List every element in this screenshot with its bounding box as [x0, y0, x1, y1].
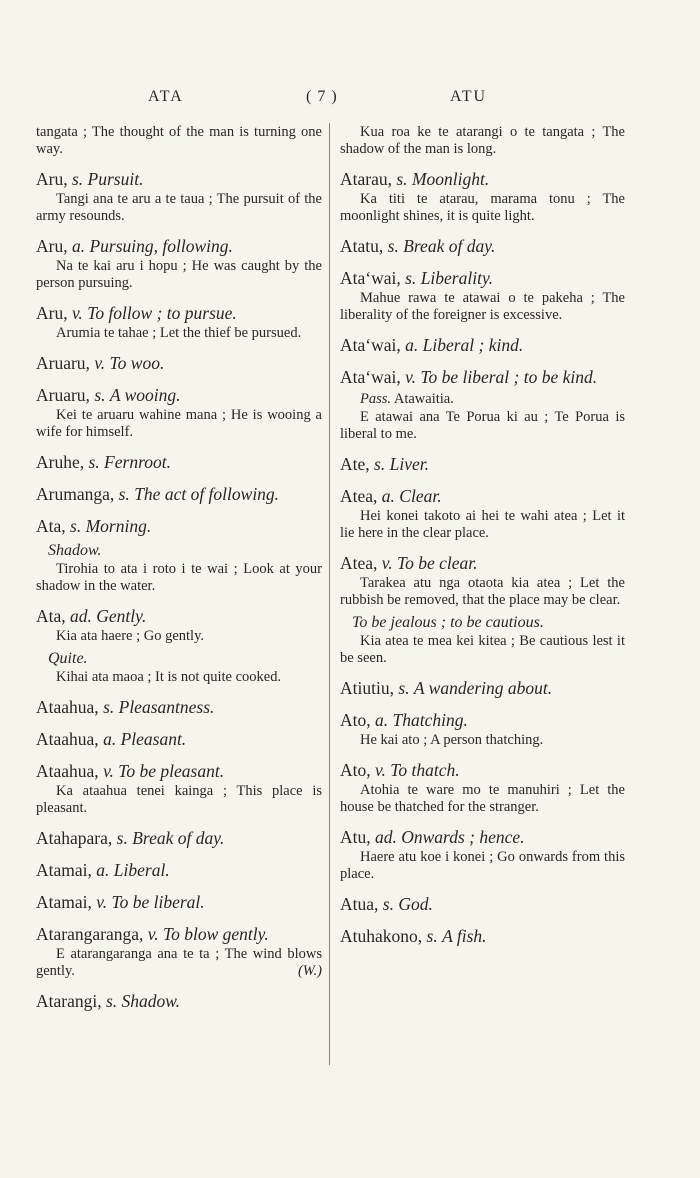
dictionary-entry — [340, 759, 625, 816]
entry-heading — [340, 334, 625, 356]
example-text: Ka titi te atarau, marama tonu ; The moonlight shines, it is quite light. — [340, 191, 625, 224]
continuation-text: tangata ; The thought of the man is turning one way. — [36, 124, 322, 157]
example-text: Haere atu koe i konei ; Go onwards from this place. — [340, 849, 625, 882]
part-of-speech: a. — [103, 729, 117, 749]
headword: Atuhakono, — [340, 926, 423, 946]
example-text: Na te kai aru i hopu ; He was caught by the person pursuing. — [36, 258, 322, 291]
example — [36, 946, 322, 980]
entry-heading — [340, 552, 625, 574]
entry-list — [36, 168, 322, 1012]
headword: Ata‘wai, — [340, 367, 401, 387]
part-of-speech: a. — [71, 236, 86, 256]
example-text: Kia ata haere ; Go gently. — [56, 628, 205, 644]
entry-heading — [340, 453, 625, 475]
entry-list — [340, 168, 625, 947]
passive-form — [340, 390, 625, 408]
continuation-text: Kua roa ke te atarangi o te tangata ; The shadow of the man is long. — [340, 124, 625, 157]
dictionary-entry — [36, 515, 322, 595]
dictionary-entry — [36, 859, 322, 881]
entry-heading — [340, 826, 625, 848]
definition: To blow gently. — [162, 924, 269, 944]
definition: Pleasantness. — [118, 697, 215, 717]
entry-heading — [36, 923, 322, 945]
source-note: (W.) — [297, 963, 322, 979]
definition: The act of following. — [134, 484, 280, 504]
example — [340, 508, 625, 542]
part-of-speech: s. — [70, 516, 82, 536]
part-of-speech: s. — [382, 894, 394, 914]
headword: Atamai, — [36, 892, 92, 912]
part-of-speech: v. — [381, 553, 393, 573]
definition: Break of day. — [403, 236, 496, 256]
example — [340, 732, 625, 749]
definition: Shadow. — [121, 991, 181, 1011]
part-of-speech: v. — [94, 353, 106, 373]
dictionary-entry — [340, 485, 625, 542]
dictionary-entry — [340, 552, 625, 667]
entry-heading — [36, 728, 322, 750]
example: Kia atea te mea kei kitea ; Be cautious lest it be seen. — [340, 633, 625, 666]
dictionary-entry — [340, 366, 625, 443]
example-text: He kai ato ; A person thatching. — [360, 732, 544, 748]
right-column — [340, 124, 625, 957]
headword: Aru, — [36, 169, 68, 189]
left-column — [36, 124, 322, 1022]
entry-heading — [36, 483, 322, 505]
headword: Atamai, — [36, 860, 92, 880]
part-of-speech: s. — [374, 454, 386, 474]
part-of-speech: s. — [426, 926, 438, 946]
dictionary-entry — [36, 235, 322, 292]
part-of-speech: a. — [96, 860, 110, 880]
definition: Liberality. — [420, 268, 494, 288]
entry-heading — [36, 891, 322, 913]
headword: Atatu, — [340, 236, 384, 256]
example — [340, 849, 625, 883]
dictionary-entry — [36, 728, 322, 750]
example-text: Atohia te ware mo te manuhiri ; Let the house be thatched for the stranger. — [340, 782, 625, 815]
definition: To be clear. — [397, 553, 478, 573]
example-text: Arumia te tahae ; Let the thief be pursued. — [56, 325, 302, 341]
definition: Pursuit. — [87, 169, 144, 189]
page-header — [0, 88, 700, 112]
definition: To thatch. — [390, 760, 460, 780]
dictionary-entry — [36, 352, 322, 374]
definition: Break of day. — [132, 828, 225, 848]
definition: God. — [398, 894, 433, 914]
example-text: Tangi ana te aru a te taua ; The pursuit of the army resounds. — [36, 191, 322, 224]
headword: Atea, — [340, 553, 378, 573]
part-of-speech: s. — [71, 169, 84, 189]
example — [340, 290, 625, 324]
entry-heading — [340, 893, 625, 915]
entry-heading — [340, 366, 625, 388]
entry-heading — [340, 759, 625, 781]
entry-heading — [36, 990, 322, 1012]
part-of-speech: a. — [405, 335, 419, 355]
example-text: Hei konei takoto ai hei te wahi atea ; Let it lie here in the clear place. — [340, 508, 625, 541]
definition: A fish. — [442, 926, 487, 946]
definition: Moonlight. — [411, 169, 490, 189]
headword: Ata, — [36, 606, 66, 626]
part-of-speech: s. — [94, 385, 106, 405]
entry-heading — [340, 168, 625, 190]
headword: Atea, — [340, 486, 378, 506]
part-of-speech: s. — [398, 678, 410, 698]
part-of-speech: s. — [396, 169, 408, 189]
part-of-speech: s. — [105, 991, 118, 1011]
dictionary-entry — [36, 827, 322, 849]
example-text: Tarakea atu nga otaota kia atea ; Let the rubbish be removed, that the place may be clear. — [340, 575, 625, 608]
sub-sense: To be jealous ; to be cautious. — [352, 614, 544, 631]
entry-heading — [340, 235, 625, 257]
dictionary-entry — [340, 709, 625, 749]
dictionary-entry — [36, 760, 322, 817]
example — [340, 409, 625, 443]
headword: Aruaru, — [36, 353, 90, 373]
headword: Atahapara, — [36, 828, 113, 848]
dictionary-entry — [36, 891, 322, 913]
headword: Ata‘wai, — [340, 335, 401, 355]
entry-heading — [36, 696, 322, 718]
definition: A wooing. — [109, 385, 181, 405]
example — [340, 575, 625, 609]
dictionary-entry — [340, 925, 625, 947]
definition: Liver. — [389, 454, 429, 474]
dictionary-entry — [340, 235, 625, 257]
example-text: E atawai ana Te Porua ki au ; Te Porua is liberal to me. — [340, 409, 625, 442]
definition: Liberal ; kind. — [422, 335, 524, 355]
entry-heading — [36, 384, 322, 406]
headword: Atu, — [340, 827, 371, 847]
entry-heading — [36, 352, 322, 374]
dictionary-entry — [36, 990, 322, 1012]
entry-heading — [36, 515, 322, 537]
dictionary-entry — [36, 384, 322, 441]
entry-heading — [36, 827, 322, 849]
entry-heading — [36, 451, 322, 473]
part-of-speech: v. — [147, 924, 159, 944]
dictionary-entry — [36, 451, 322, 473]
running-head-right: ATU — [450, 88, 488, 105]
example — [340, 191, 625, 225]
part-of-speech: ad. — [70, 606, 92, 626]
running-head-left: ATA — [148, 88, 184, 105]
entry-heading — [36, 168, 322, 190]
example — [340, 782, 625, 816]
example — [36, 783, 322, 817]
example — [36, 258, 322, 292]
example — [36, 325, 322, 342]
entry-heading — [36, 760, 322, 782]
column-divider — [329, 123, 330, 1065]
example: Kihai ata maoa ; It is not quite cooked. — [56, 669, 282, 685]
example — [36, 407, 322, 441]
definition: To follow ; to pursue. — [87, 303, 237, 323]
example: Tirohia to ata i roto i te wai ; Look at your shadow in the water. — [36, 561, 322, 594]
dictionary-entry — [340, 168, 625, 225]
headword: Ataahua, — [36, 761, 99, 781]
entry-heading — [36, 859, 322, 881]
dictionary-entry — [340, 893, 625, 915]
definition: To be liberal. — [111, 892, 205, 912]
page-number: ( 7 ) — [306, 88, 338, 105]
definition: Liberal. — [113, 860, 170, 880]
headword: Ata‘wai, — [340, 268, 401, 288]
part-of-speech: s. — [103, 697, 115, 717]
part-of-speech: a. — [375, 710, 389, 730]
part-of-speech: s. — [116, 828, 128, 848]
sub-sense: Quite. — [48, 650, 88, 667]
entry-heading — [36, 235, 322, 257]
definition: Pleasant. — [120, 729, 187, 749]
definition: Morning. — [85, 516, 152, 536]
example-text: Mahue rawa te atawai o te pakeha ; The liberality of the foreigner is excessive. — [340, 290, 625, 323]
headword: Aruhe, — [36, 452, 85, 472]
dictionary-entry — [340, 267, 625, 324]
dictionary-entry — [36, 923, 322, 980]
headword: Atiutiu, — [340, 678, 394, 698]
entry-heading — [340, 267, 625, 289]
entry-heading — [36, 302, 322, 324]
part-of-speech: a. — [381, 486, 395, 506]
definition: A wandering about. — [413, 678, 553, 698]
example-text: E atarangaranga ana te ta ; The wind blows gently. — [36, 946, 322, 979]
example — [36, 628, 322, 645]
part-of-speech: s. — [405, 268, 417, 288]
definition: To be pleasant. — [118, 761, 225, 781]
dictionary-entry — [36, 696, 322, 718]
part-of-speech: s. — [88, 452, 100, 472]
example-text: Ka ataahua tenei kainga ; This place is pleasant. — [36, 783, 322, 816]
headword: Aru, — [36, 236, 68, 256]
headword: Aruaru, — [36, 385, 90, 405]
headword: Aru, — [36, 303, 68, 323]
headword: Arumanga, — [36, 484, 115, 504]
definition: Pursuing, following. — [89, 236, 233, 256]
entry-heading — [340, 709, 625, 731]
definition: Thatching. — [392, 710, 468, 730]
part-of-speech: v. — [103, 761, 114, 781]
entry-heading — [340, 925, 625, 947]
definition: Clear. — [399, 486, 442, 506]
definition: Gently. — [96, 606, 147, 626]
headword: Ato, — [340, 760, 371, 780]
part-of-speech: v. — [375, 760, 386, 780]
headword: Ataahua, — [36, 697, 99, 717]
definition: Onwards ; hence. — [401, 827, 525, 847]
part-of-speech: v. — [96, 892, 108, 912]
dictionary-entry — [36, 168, 322, 225]
entry-heading — [340, 485, 625, 507]
example — [36, 191, 322, 225]
dictionary-entry — [340, 677, 625, 699]
dictionary-entry — [36, 483, 322, 505]
dictionary-entry — [36, 605, 322, 686]
dictionary-entry — [340, 334, 625, 356]
dictionary-entry — [340, 453, 625, 475]
headword: Atarangi, — [36, 991, 102, 1011]
part-of-speech: s. — [387, 236, 399, 256]
entry-heading — [340, 677, 625, 699]
headword: Ate, — [340, 454, 370, 474]
definition: To woo. — [109, 353, 165, 373]
part-of-speech: v. — [71, 303, 83, 323]
definition: Fernroot. — [104, 452, 171, 472]
part-of-speech: s. — [118, 484, 130, 504]
headword: Ata, — [36, 516, 66, 536]
entry-heading — [36, 605, 322, 627]
headword: Atua, — [340, 894, 379, 914]
dictionary-entry — [36, 302, 322, 342]
headword: Atarau, — [340, 169, 392, 189]
headword: Ataahua, — [36, 729, 99, 749]
dictionary-entry — [340, 826, 625, 883]
part-of-speech: v. — [405, 367, 416, 387]
headword: Ato, — [340, 710, 371, 730]
headword: Atarangaranga, — [36, 924, 144, 944]
sub-sense: Shadow. — [48, 542, 102, 559]
example-text: Kei te aruaru wahine mana ; He is wooing a wife for himself. — [36, 407, 322, 440]
definition: To be liberal ; to be kind. — [420, 367, 598, 387]
part-of-speech: ad. — [375, 827, 397, 847]
passive-label: Pass. — [360, 391, 392, 407]
passive-value: Atawaitia. — [393, 391, 454, 407]
